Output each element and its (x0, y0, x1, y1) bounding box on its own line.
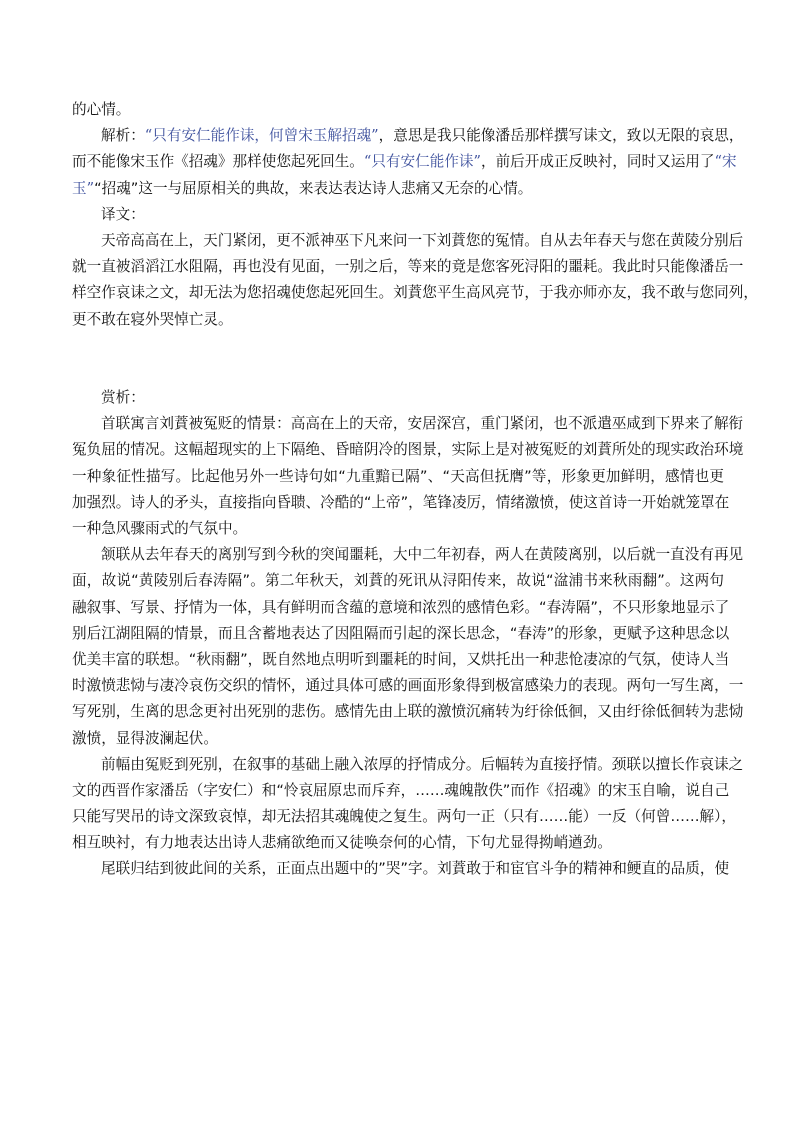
analysis-paragraph-line (72, 123, 744, 149)
text-span: 而不能像宋玉作《招魂》那样使您起死回生。 (72, 153, 364, 171)
translation-line: 就一直被滔滔江水阻隔，再也没有见面，一别之后，等来的竟是您客死浔阳的噩耗。我此时只能像潘岳一 (72, 258, 744, 276)
text-span: “招魂”这一与屈原相关的典故，来表达表达诗人悲痛又无奈的心情。 (94, 179, 533, 197)
appreciation-line: 颔联从去年春天的离别写到今秋的突闻噩耗，大中二年初春，两人在黄陵离别，以后就一直没有再见 (101, 546, 744, 564)
analysis-paragraph-line (72, 176, 724, 202)
appreciation-line: 一种急风骤雨式的气氛中。 (72, 520, 248, 538)
appreciation-line: 尾联归结到彼此间的关系，正面点出题中的”哭”字。刘蕡敢于和宦官斗争的精神和鲠直的品质，使 (101, 860, 730, 878)
quoted-allusion-start: “宋 (714, 153, 737, 171)
appreciation-line: 优美丰富的联想。“秋雨翻”，既自然地点明听到噩耗的时间，又烘托出一种悲怆凄凉的气氛，使诗人当 (72, 650, 730, 668)
appreciation-line: 激愤，显得波澜起伏。 (72, 729, 218, 747)
translation-line: 天帝高高在上，天门紧闭，更不派神巫下凡来问一下刘蕡您的冤情。自从去年春天与您在黄陵分别后 (101, 231, 744, 249)
text-span: ，前后开成正反映衬，同时又运用了 (480, 153, 715, 171)
appreciation-line: 首联寓言刘蕡被冤贬的情景：高高在上的天帝，安居深宫，重门紧闭，也不派遣巫咸到下界来了解衔 (101, 415, 744, 433)
blank-gap (72, 333, 724, 385)
appreciation-line: 写死别，生离的思念更衬出死别的悲伤。感情先由上联的激愤沉痛转为纡徐低徊，又由纡徐低徊转为悲恸 (72, 703, 744, 721)
appreciation-line: 一种象征性描写。比起他另外一些诗句如“九重黯已隔”、“天高但抚膺”等，形象更加鲜明，感情也更 (72, 467, 724, 485)
appreciation-line: 相互映衬，有力地表达出诗人悲痛欲绝而又徒唤奈何的心情，下句尤显得拗峭遒劲。 (72, 834, 612, 852)
appreciation-line: 冤负屈的情况。这幅超现实的上下隔绝、昏暗阴冷的图景，实际上是对被冤贬的刘蕡所处的现实政治环境 (72, 441, 744, 459)
translation-line: 更不敢在寝外哭悼亡灵。 (72, 310, 233, 328)
translation-line: 样空作哀诔之文，却无法为您招魂使您起死回生。刘蕡您平生高风亮节，于我亦师亦友，我不敢与您同列， (72, 284, 758, 302)
appreciation-line: 加强烈。诗人的矛头，直接指向昏聩、冷酷的“上帝”，笔锋凌厉，情绪激愤，使这首诗一开始就笼罩在 (72, 493, 730, 511)
document-page (72, 97, 758, 883)
analysis-paragraph-line (72, 149, 737, 175)
appreciation-line: 别后江湖阻隔的情景，而且含蓄地表达了因阻隔而引起的深长思念，“春涛”的形象，更赋予这种思念以 (72, 624, 730, 642)
quoted-poem-line: “只有安仁能作诔” (363, 153, 481, 171)
text-line: 的心情。 (72, 101, 131, 118)
appreciation-line: 时激愤悲恸与凄冷哀伤交织的情怀，通过具体可感的画面形象得到极富感染力的表现。两句一写生离，一 (72, 677, 744, 695)
text-span: ，意思是我只能像潘岳那样撰写诔文，致以无限的哀思， (378, 127, 744, 145)
quoted-poem-lines: “只有安仁能作诔，何曾宋玉解招魂” (144, 127, 379, 145)
appreciation-line: 前幅由冤贬到死别，在叙事的基础上融入浓厚的抒情成分。后幅转为直接抒情。颈联以擅长作哀诔之 (101, 755, 744, 773)
appreciation-line: 面，故说“黄陵别后春涛隔”。第二年秋天，刘蕡的死讯从浔阳传来，故说“湓浦书来秋雨翻”。这两句 (72, 572, 724, 590)
quoted-allusion-end: 玉” (72, 179, 95, 197)
analysis-label: 解析： (101, 127, 145, 145)
translation-label: 译文： (101, 205, 145, 223)
appreciation-label: 赏析： (101, 389, 145, 407)
appreciation-line: 文的西晋作家潘岳（字安仁）和“怜哀屈原忠而斥弃，……魂魄散佚”而作《招魂》的宋玉自喻，说自己 (72, 781, 730, 799)
appreciation-line: 只能写哭吊的诗文深致哀悼，却无法招其魂魄使之复生。两句一正（只有……能）一反（何曾……解）， (72, 808, 737, 826)
appreciation-line: 融叙事、写景、抒情为一体，具有鲜明而含蕴的意境和浓烈的感情色彩。“春涛隔”，不只形象地显示了 (72, 598, 730, 616)
